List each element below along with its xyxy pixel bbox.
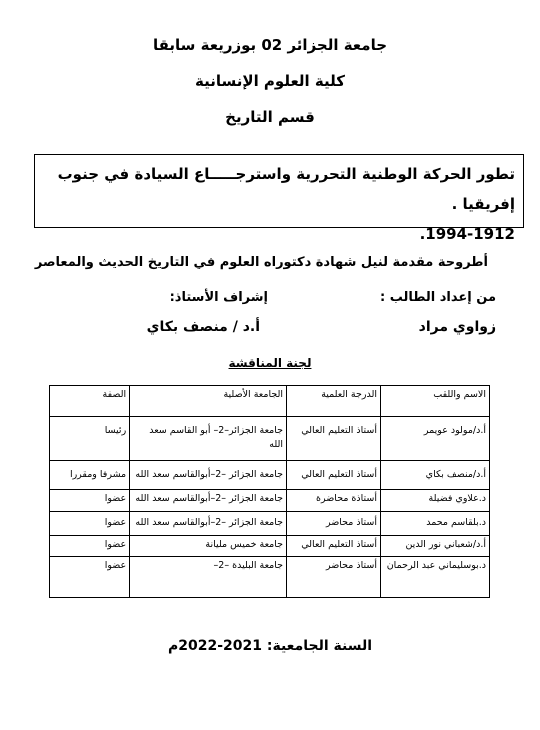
member-role: عضوا [50, 557, 130, 598]
thesis-title-line2: 1994-1912. [419, 225, 515, 243]
member-name: أ.د/مولود عويمر [381, 417, 490, 461]
member-role: مشرفا ومقررا [50, 461, 130, 490]
member-university: جامعة خميس مليانة [130, 536, 287, 557]
table-row [50, 417, 490, 461]
university-name: جامعة الجزائر 02 بوزريعة سابقا [152, 36, 388, 54]
table-row [50, 512, 490, 536]
table-row [50, 536, 490, 557]
table-row [50, 461, 490, 490]
member-name: د.بلقاسم محمد [381, 512, 490, 536]
member-rank: أستاذ محاضر [287, 557, 381, 598]
table-row [50, 557, 490, 598]
member-name: د.علاوي فضيلة [381, 490, 490, 512]
jury-table [49, 385, 490, 598]
prepared-by-label: من إعداد الطالب : [379, 290, 496, 305]
thesis-subtitle: أطروحة مقدمة لنيل شهادة دكتوراه العلوم في التاريخ الحديث والمعاصر [34, 255, 488, 270]
member-university: جامعة الجزائر –2–أبوالقاسم سعد الله [130, 461, 287, 490]
member-university: جامعة البليدة –2– [130, 557, 287, 598]
member-name: د.بوسليماني عبد الرحمان [381, 557, 490, 598]
table-row [50, 490, 490, 512]
member-rank: أستاذ التعليم العالي [287, 461, 381, 490]
member-university: جامعة الجزائر –2–أبوالقاسم سعد الله [130, 490, 287, 512]
member-rank: أستاذ محاضر [287, 512, 381, 536]
header-role: الصفة [50, 386, 130, 417]
faculty-name: كلية العلوم الإنسانية [195, 72, 345, 90]
jury-table-header-row [50, 386, 490, 417]
member-university: جامعة الجزائر–2– أبو القاسم سعد الله [130, 417, 287, 461]
student-name: زواوي مراد [418, 319, 496, 335]
department-name: قسم التاريخ [225, 108, 315, 126]
member-rank: أستاذة محاضرة [287, 490, 381, 512]
supervisor-name: أ.د / منصف بكاي [146, 319, 260, 335]
member-name: أ.د/منصف بكاي [381, 461, 490, 490]
committee-title: لجنة المناقشة [228, 356, 312, 370]
member-role: رئيسا [50, 417, 130, 461]
thesis-title-box [34, 154, 524, 243]
member-role: عضوا [50, 536, 130, 557]
header-name: الاسم واللقب [381, 386, 490, 417]
member-rank: أستاذ التعليم العالي [287, 536, 381, 557]
member-role: عضوا [50, 490, 130, 512]
supervisor-label: إشراف الأستاذ: [169, 290, 268, 305]
header-university: الجامعة الأصلية [130, 386, 287, 417]
member-rank: أستاذ التعليم العالي [287, 417, 381, 461]
thesis-title-line1: تطور الحركة الوطنية التحررية واسترجـــــاع السيادة في جنوب إفريقيا . [57, 165, 515, 213]
member-name: أ.د/شعباني نور الدين [381, 536, 490, 557]
member-university: جامعة الجزائر –2–أبوالقاسم سعد الله [130, 512, 287, 536]
member-role: عضوا [50, 512, 130, 536]
header-rank: الدرجة العلمية [287, 386, 381, 417]
academic-year: السنة الجامعية: 2021-2022م [167, 638, 373, 654]
